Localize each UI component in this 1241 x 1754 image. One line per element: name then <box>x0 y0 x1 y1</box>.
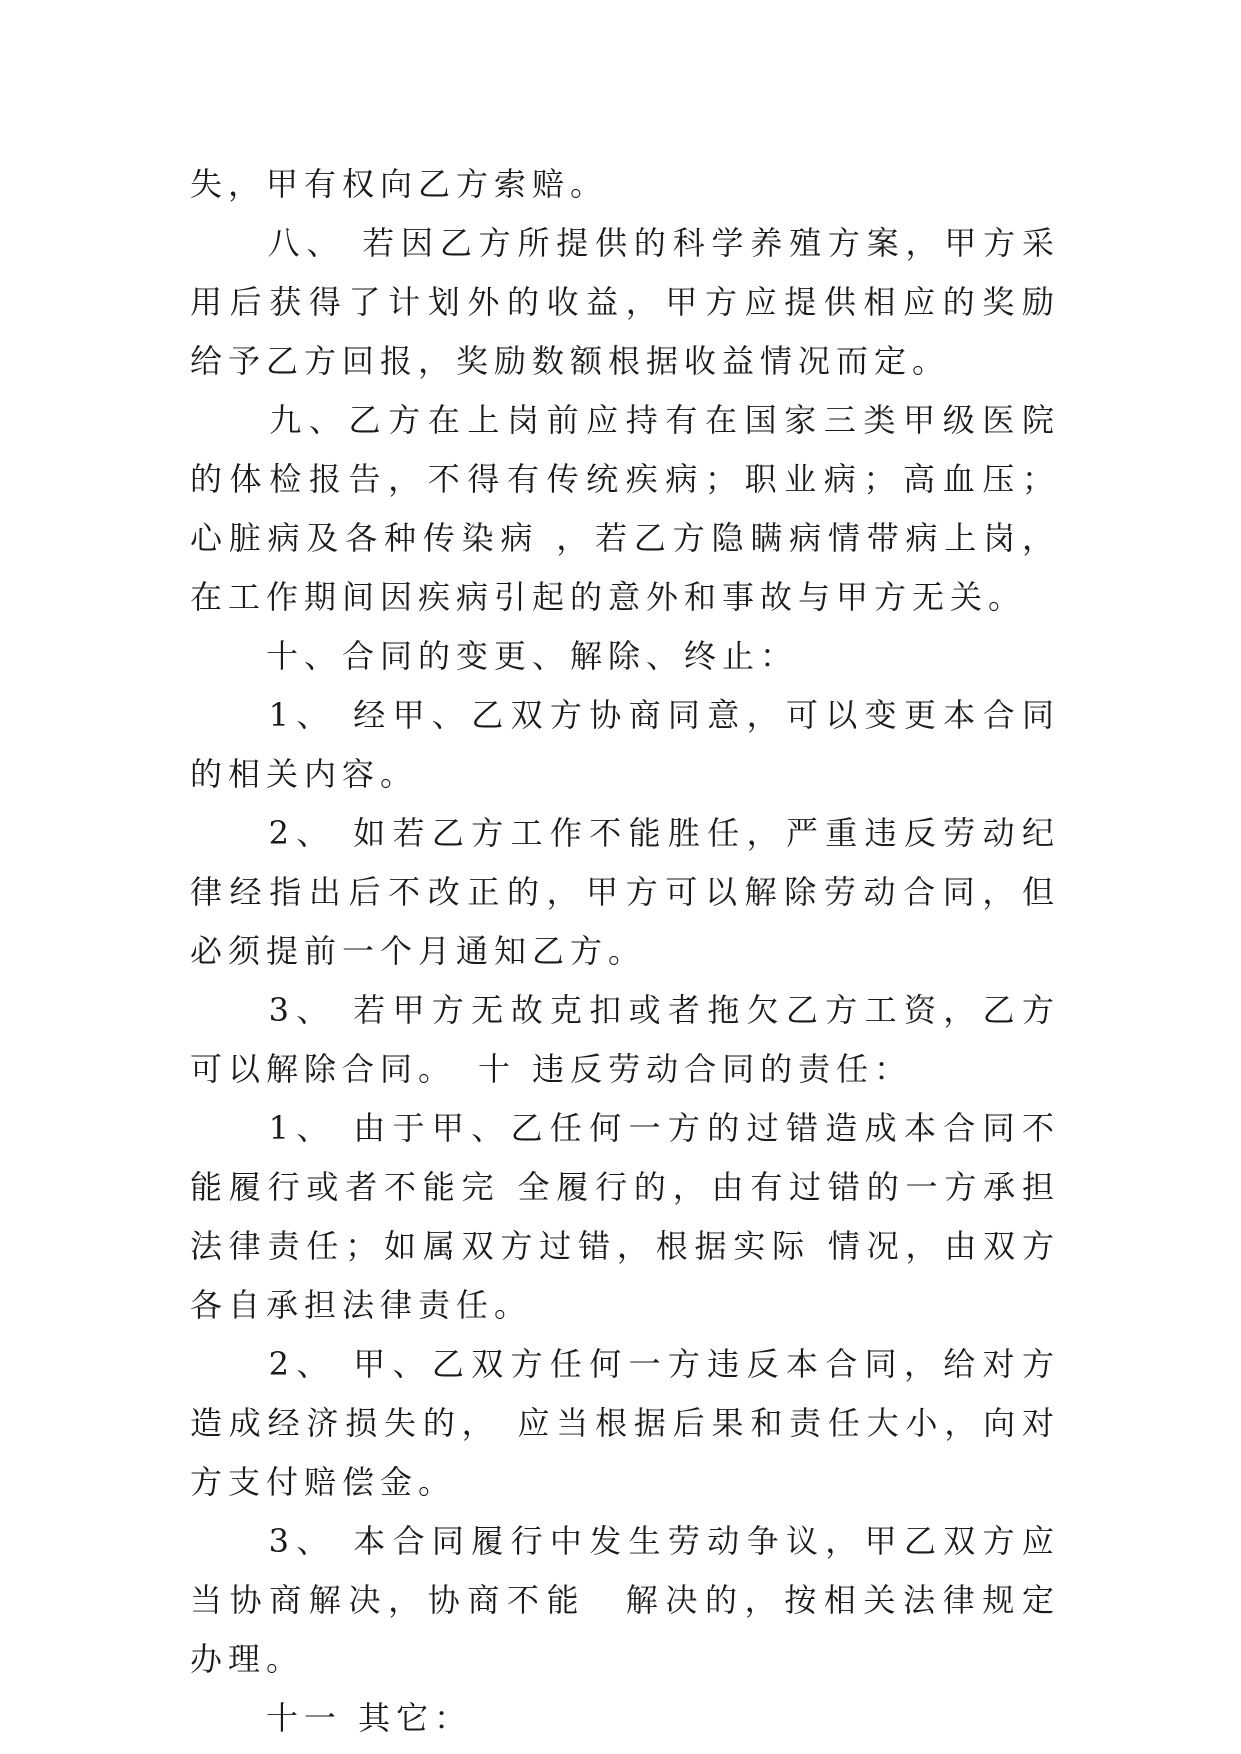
paragraph-clause-11-heading: 十一 其它： <box>190 1699 473 1737</box>
paragraph-clause-9: 九、乙方在上岗前应持有在国家三类甲级医院的体检报告，不得有传统疾病；职业病；高血压；心脏病及各种传染病 ，若乙方隐瞒病情带病上岗，在工作期间因疾病引起的意外和事故与甲方无关。 <box>190 401 1060 616</box>
paragraph-clause-10-item-1: 1、 经甲、乙双方协商同意，可以变更本合同的相关内容。 <box>190 696 1060 793</box>
paragraph-liability-item-2: 2、 甲、乙双方任何一方违反本合同，给对方造成经济损失的， 应当根据后果和责任大小，向对方支付赔偿金。 <box>190 1345 1060 1501</box>
paragraph-liability-item-3: 3、 本合同履行中发生劳动争议，甲乙双方应当协商解决，协商不能 解决的，按相关法律规定办理。 <box>190 1522 1060 1678</box>
paragraph-clause-10-item-3: 3、 若甲方无故克扣或者拖欠乙方工资，乙方可以解除合同。 十 违反劳动合同的责任： <box>190 991 1060 1088</box>
document-body <box>190 155 1060 1748</box>
paragraph-claim-compensation: 失，甲有权向乙方索赔。 <box>190 165 609 203</box>
paragraph-liability-item-1: 1、 由于甲、乙任何一方的过错造成本合同不能履行或者不能完 全履行的，由有过错的一方承担法律责任；如属双方过错，根据实际 情况，由双方各自承担法律责任。 <box>190 1109 1060 1324</box>
paragraph-clause-8: 八、 若因乙方所提供的科学养殖方案，甲方采用后获得了计划外的收益，甲方应提供相应的奖励给予乙方回报，奖励数额根据收益情况而定。 <box>190 224 1060 380</box>
paragraph-clause-10-item-2: 2、 如若乙方工作不能胜任，严重违反劳动纪律经指出后不改正的，甲方可以解除劳动合同，但必须提前一个月通知乙方。 <box>190 814 1060 970</box>
paragraph-clause-10-heading: 十、合同的变更、解除、终止： <box>190 637 799 675</box>
